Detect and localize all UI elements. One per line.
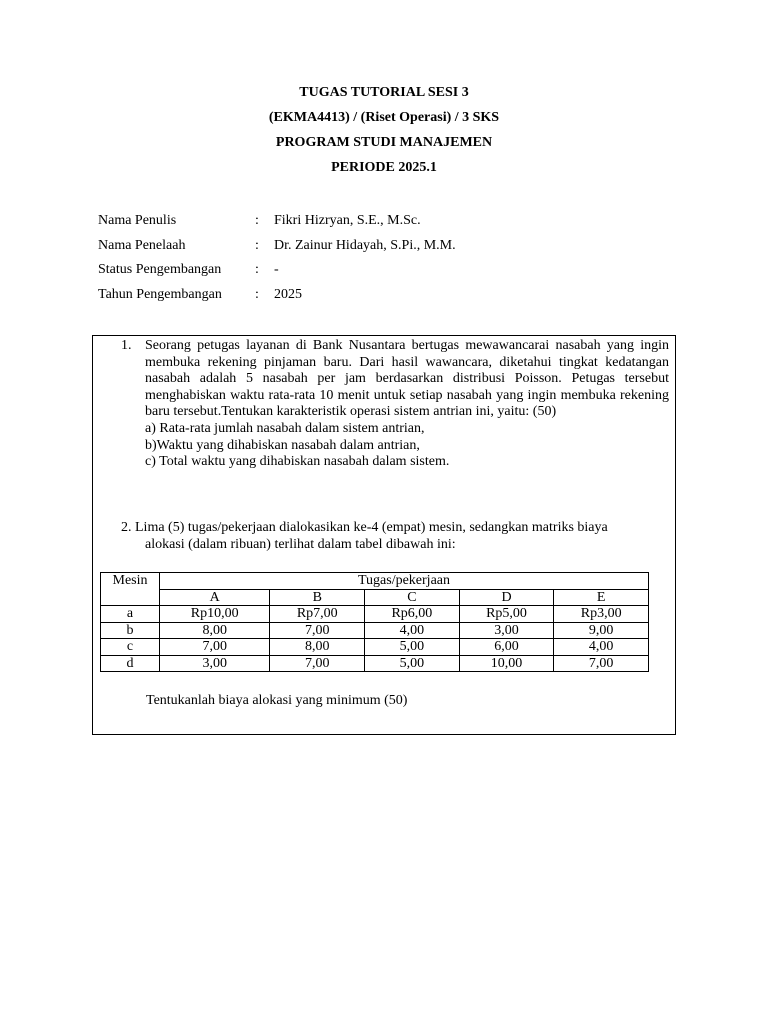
- header-period: PERIODE 2025.1: [331, 160, 437, 175]
- table-cell: 6,00: [459, 639, 554, 656]
- row-label: a: [101, 606, 160, 623]
- column-header: E: [554, 589, 649, 606]
- header-course: (EKMA4413) / (Riset Operasi) / 3 SKS: [268, 110, 500, 125]
- question-2-conclusion: Tentukanlah biaya alokasi yang minimum (50): [146, 693, 408, 708]
- table-header-row: [101, 573, 649, 590]
- question-1-text: Seorang petugas layanan di Bank Nusantara bertugas mewawancarai nasabah yang ingin membuka rekening pinjaman baru. Dari hasil wawancara, diketahui tingkat kedatangan nasabah adalah 5 nasabah per jam berdasarkan distribusi Poisson. Petugas tersebut menghabiskan waktu rata-rata 10 menit untuk setiap nasabah yang ingin membuka rekening baru tersebut.Tentukan karakteristik operasi sistem antrian ini, yaitu: (50): [145, 338, 669, 420]
- table-cell: 10,00: [459, 655, 554, 672]
- table-cell: Rp3,00: [554, 606, 649, 623]
- meta-value: 2025: [274, 286, 302, 302]
- column-header: D: [459, 589, 554, 606]
- header-title: TUGAS TUTORIAL SESI 3: [299, 85, 469, 100]
- meta-colon: :: [255, 286, 259, 302]
- meta-value: Dr. Zainur Hidayah, S.Pi., M.M.: [274, 237, 456, 253]
- table-cell: 8,00: [160, 622, 270, 639]
- question-2: [121, 520, 669, 553]
- table-cell: 4,00: [554, 639, 649, 656]
- table-cell: 5,00: [365, 655, 460, 672]
- table-cell: 7,00: [270, 622, 365, 639]
- table-cell: 5,00: [365, 639, 460, 656]
- meta-value: -: [274, 262, 279, 277]
- meta-colon: :: [255, 262, 259, 277]
- column-header: B: [270, 589, 365, 606]
- row-label: b: [101, 622, 160, 639]
- question-2-line-2: alokasi (dalam ribuan) terlihat dalam tabel dibawah ini:: [145, 536, 456, 552]
- table-cell: 7,00: [270, 655, 365, 672]
- table-cell: 8,00: [270, 639, 365, 656]
- question-2-line-1: 2. Lima (5) tugas/pekerjaan dialokasikan ke-4 (empat) mesin, sedangkan matriks biaya: [121, 520, 608, 535]
- meta-row-status: [98, 260, 658, 285]
- meta-colon: :: [255, 237, 259, 253]
- meta-row-penelaah: [98, 236, 658, 261]
- document-header: [0, 84, 768, 184]
- table-cell: 9,00: [554, 622, 649, 639]
- question-1: [123, 338, 669, 471]
- meta-info: [98, 211, 658, 309]
- meta-value: Fikri Hizryan, S.E., M.Sc.: [274, 213, 421, 228]
- column-header: A: [160, 589, 270, 606]
- table-cell: 7,00: [160, 639, 270, 656]
- question-1-part-b: b)Waktu yang dihabiskan nasabah dalam antrian,: [145, 437, 420, 453]
- column-header: C: [365, 589, 460, 606]
- meta-colon: :: [255, 213, 259, 228]
- row-label: c: [101, 639, 160, 656]
- meta-row-tahun: [98, 285, 658, 310]
- table-cell: Rp10,00: [160, 606, 270, 623]
- table-cell: 3,00: [459, 622, 554, 639]
- table-row: [101, 655, 649, 672]
- table-row: [101, 622, 649, 639]
- table-cell: 3,00: [160, 655, 270, 672]
- meta-label: Nama Penelaah: [98, 237, 186, 253]
- meta-row-penulis: [98, 211, 658, 236]
- cost-matrix-table: [100, 572, 649, 672]
- header-program: PROGRAM STUDI MANAJEMEN: [275, 135, 493, 150]
- table-column-row: [101, 589, 649, 606]
- meta-label: Status Pengembangan: [98, 262, 222, 277]
- mesin-header: Mesin: [101, 573, 160, 606]
- table-row: [101, 639, 649, 656]
- table-cell: Rp6,00: [365, 606, 460, 623]
- questions-box: [92, 335, 676, 735]
- table-row: [101, 606, 649, 623]
- table-cell: 4,00: [365, 622, 460, 639]
- meta-label: Tahun Pengembangan: [98, 286, 222, 302]
- tugas-header: Tugas/pekerjaan: [160, 573, 649, 590]
- table-cell: Rp5,00: [459, 606, 554, 623]
- question-1-part-c: c) Total waktu yang dihabiskan nasabah dalam sistem.: [145, 454, 450, 470]
- meta-label: Nama Penulis: [98, 213, 177, 228]
- table-cell: Rp7,00: [270, 606, 365, 623]
- table-cell: 7,00: [554, 655, 649, 672]
- question-1-part-a: a) Rata-rata jumlah nasabah dalam sistem antrian,: [145, 420, 425, 436]
- question-1-number: 1.: [121, 338, 132, 353]
- row-label: d: [101, 655, 160, 672]
